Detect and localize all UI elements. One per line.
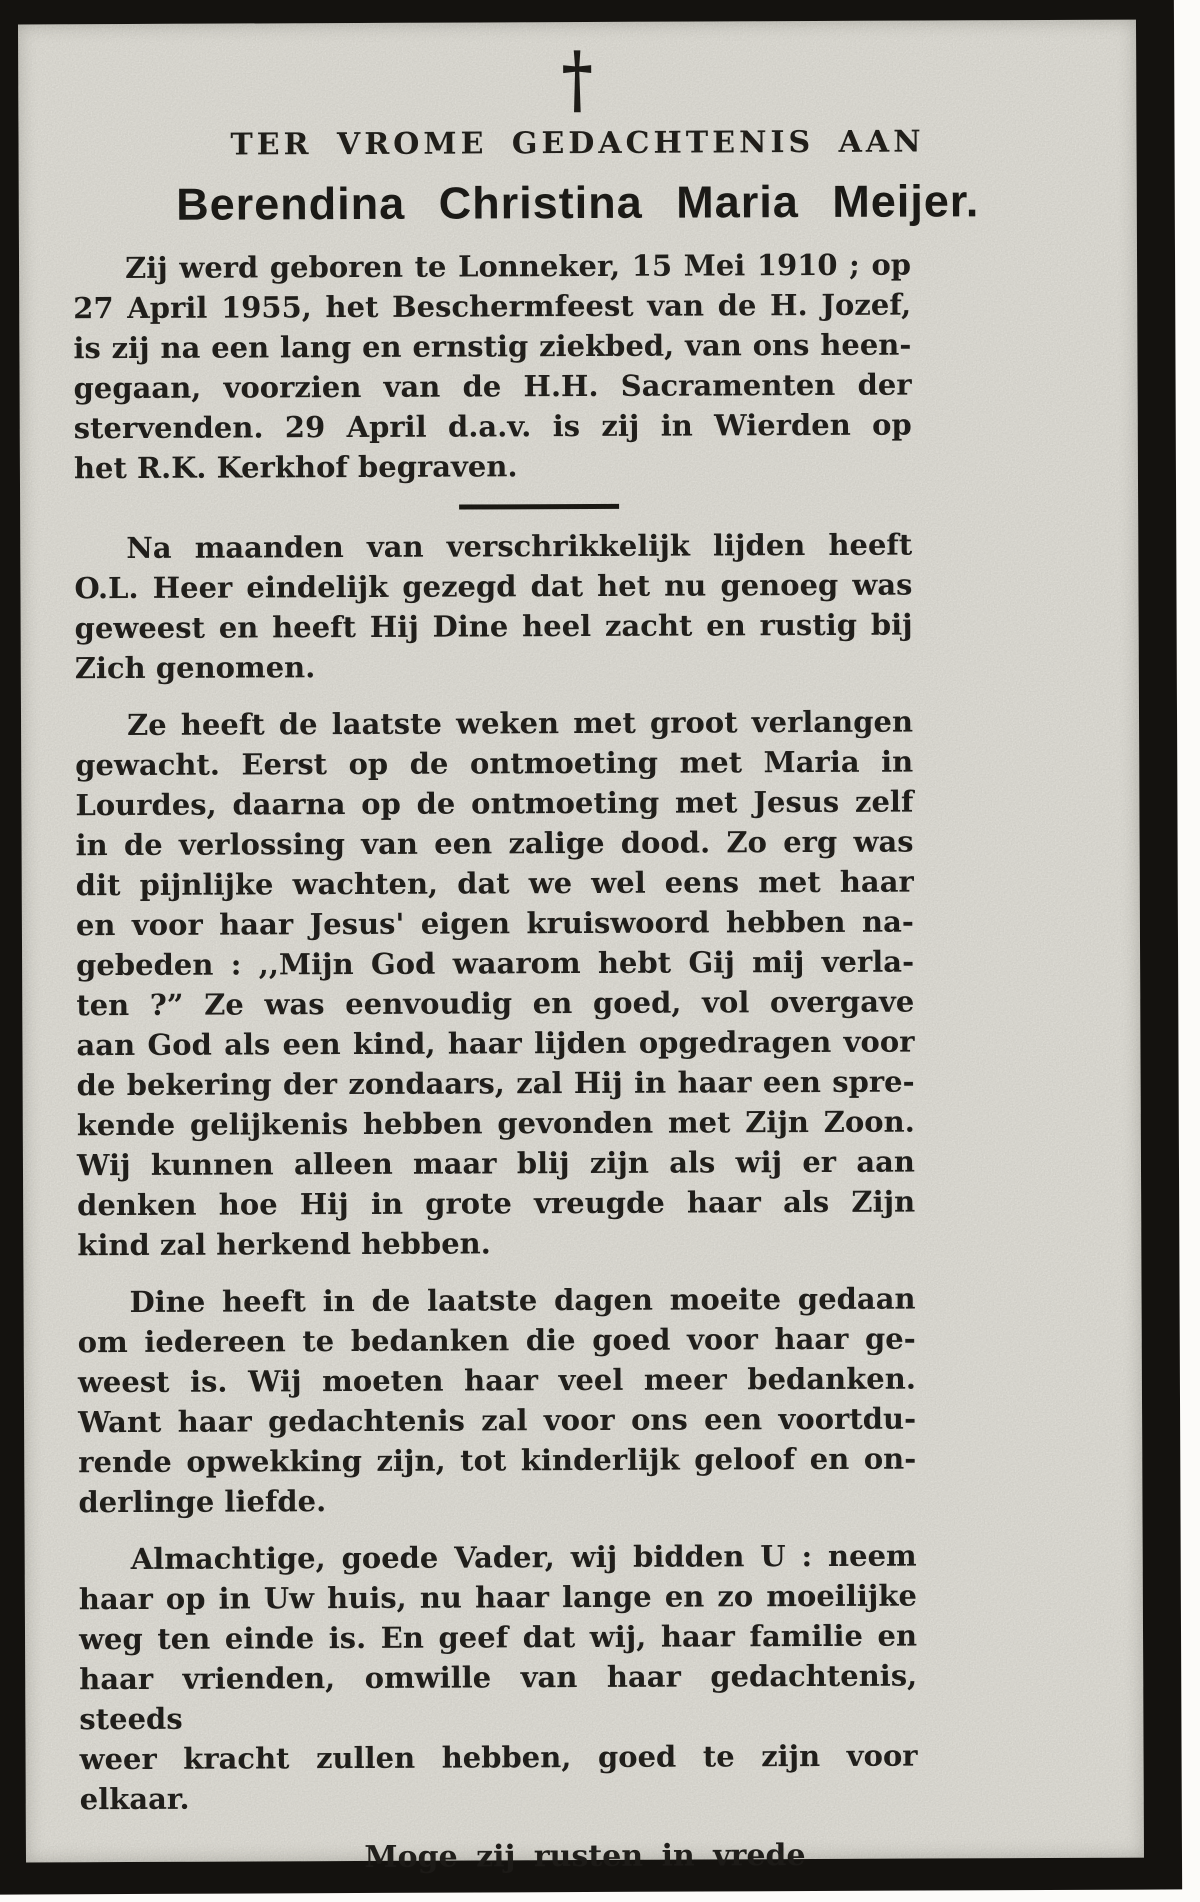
cross-icon: † <box>561 36 594 124</box>
paragraph <box>74 525 913 689</box>
text-line: aan God als een kind, haar lijden opgedragen voor <box>76 1024 915 1063</box>
text-line: gebeden : ,,Mijn God waarom hebt Gij mij verla- <box>76 944 915 983</box>
text-line: geweest en heeft Hij Dine heel zacht en rustig bij <box>74 607 913 646</box>
text-line: kende gelijkenis hebben gevonden met Zijn Zoon. <box>76 1104 915 1143</box>
deceased-name: Berendina Christina Maria Meijer. <box>176 175 980 230</box>
card-inner <box>18 20 1144 1875</box>
text-line: Want haar gedachtenis zal voor ons een voortdu- <box>78 1401 917 1440</box>
text-line: Ze heeft de laatste weken met groot verlangen <box>126 704 914 743</box>
text-line: Lourdes, daarna op de ontmoeting met Jesus zelf <box>75 784 914 823</box>
body-text <box>73 245 918 1820</box>
section-divider <box>459 504 619 510</box>
text-line: gewacht. Eerst op de ontmoeting met Maria in <box>75 744 914 783</box>
text-line: Zij werd geboren te Lonneker, 15 Mei 1910 ; op <box>124 247 912 286</box>
text-line: in de verlossing van een zalige dood. Zo erg was <box>75 824 914 863</box>
text-line: Zich genomen. <box>74 650 316 686</box>
text-line: Almachtige, goede Vader, wij bidden U : neem <box>130 1538 917 1576</box>
text-line: ten ?” Ze was eenvoudig en goed, vol overgave <box>76 984 915 1023</box>
text-line: weest is. Wij moeten haar veel meer bedanken. <box>77 1361 916 1400</box>
text-line: en voor haar Jesus' eigen kruiswoord hebben na- <box>75 904 914 943</box>
text-line: is zij na een lang en ernstig ziekbed, van ons heen- <box>73 327 912 366</box>
text-line: het R.K. Kerkhof begraven. <box>73 449 518 486</box>
text-line: O.L. Heer eindelijk gezegd dat het nu genoeg was <box>74 567 913 606</box>
text-line: haar op in Uw huis, nu haar lange en zo moeilijke <box>78 1578 917 1617</box>
text-line: stervenden. 29 April d.a.v. is zij in Wierden op <box>73 407 912 446</box>
paragraph <box>79 1536 918 1820</box>
text-line: kind zal herkend hebben. <box>77 1226 491 1263</box>
paragraph <box>73 245 912 489</box>
text-line: dit pijnlijke wachten, dat we wel eens met haar <box>75 864 914 903</box>
closing-line: Moge zij rusten in vrede <box>364 1838 806 1875</box>
text-line: gegaan, voorzien van de H.H. Sacramenten der <box>73 367 912 406</box>
paragraph <box>77 1279 916 1523</box>
text-line: Dine heeft in de laatste dagen moeite gedaan <box>129 1281 916 1319</box>
text-line: Wij kunnen alleen maar blij zijn als wij er aan <box>76 1144 916 1183</box>
text-line: weg ten einde is. En geef dat wij, haar familie en <box>78 1618 918 1657</box>
text-line: weer kracht zullen hebben, goed te zijn voor elkaar. <box>79 1738 918 1817</box>
paragraph <box>75 702 915 1266</box>
text-line: om iedereen te bedanken die goed voor haar ge- <box>77 1321 916 1360</box>
text-line: 27 April 1955, het Beschermfeest van de H. Jozef, <box>73 287 912 326</box>
text-line: denken hoe Hij in grote vreugde haar als Zijn <box>77 1184 916 1223</box>
text-line: de bekering der zondaars, zal Hij in haar een spre- <box>76 1064 915 1103</box>
text-line: Na maanden van verschrikkelijk lijden heeft <box>126 527 913 566</box>
header-title: TER VROME GEDACHTENIS AAN <box>230 124 925 163</box>
text-line: haar vrienden, omwille van haar gedachtenis, steeds <box>79 1658 918 1737</box>
text-line: rende opwekking zijn, tot kinderlijk geloof en on- <box>78 1441 917 1480</box>
text-line: derlinge liefde. <box>78 1484 327 1520</box>
